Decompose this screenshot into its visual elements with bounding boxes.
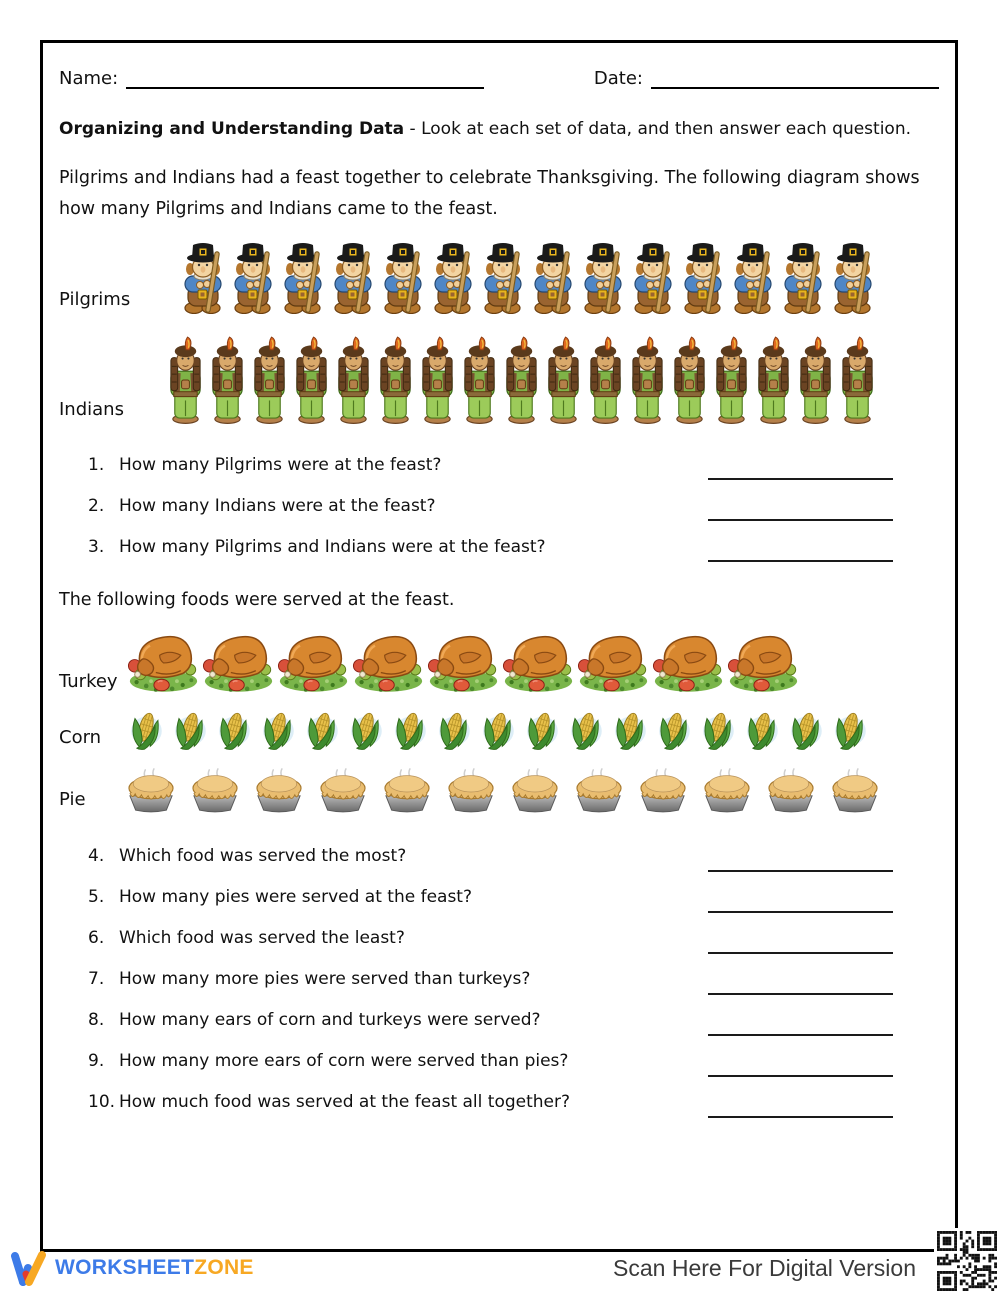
indians-row-label: Indians <box>59 399 124 421</box>
question-row <box>88 959 939 1000</box>
corn-row-label: Corn <box>59 726 102 748</box>
pilgrim-icon <box>830 242 876 314</box>
question-number: 1. <box>88 454 105 475</box>
corn-icon <box>345 708 386 752</box>
pictograph-row-indians <box>59 336 939 424</box>
turkey-icons <box>127 626 800 696</box>
pie-icon <box>441 768 501 814</box>
turkey-icon <box>202 626 275 696</box>
pie-icon <box>377 768 437 814</box>
question-text: How many more pies were served than turkeys? <box>119 969 531 990</box>
question-row <box>88 444 939 485</box>
question-text: How many ears of corn and turkeys were served? <box>119 1010 541 1031</box>
turkey-icon <box>277 626 350 696</box>
pilgrim-icon <box>230 242 276 314</box>
date-label: Date: <box>593 68 643 89</box>
indian-icon <box>628 336 667 424</box>
title-bold: Organizing and Understanding Data <box>59 119 405 139</box>
turkey-icon <box>727 626 800 696</box>
pilgrim-icon <box>480 242 526 314</box>
indian-icon <box>334 336 373 424</box>
answer-blank[interactable] <box>708 848 893 872</box>
turkey-icon <box>502 626 575 696</box>
intro-paragraph-1: Pilgrims and Indians had a feast together to celebrate Thanksgiving. The following diagram shows how many Pilgrims and Indians came to the feast. <box>59 168 920 219</box>
question-number: 8. <box>88 1010 105 1031</box>
pictograph-row-corn <box>59 708 939 752</box>
pie-icon <box>633 768 693 814</box>
question-row <box>88 877 939 918</box>
turkey-icon <box>577 626 650 696</box>
brand-word-worksheet: WORKSHEET <box>55 1256 195 1279</box>
indian-icon <box>376 336 415 424</box>
pilgrim-icon <box>780 242 826 314</box>
scan-here-text: Scan Here For Digital Version <box>613 1254 916 1281</box>
pie-icons <box>121 768 885 814</box>
corn-icons <box>125 708 870 752</box>
footer <box>0 1250 1000 1294</box>
pie-icon <box>697 768 757 814</box>
question-row <box>88 1041 939 1082</box>
corn-icon <box>389 708 430 752</box>
indian-icon <box>460 336 499 424</box>
corn-icon <box>213 708 254 752</box>
corn-icon <box>169 708 210 752</box>
question-number: 2. <box>88 495 105 516</box>
answer-blank[interactable] <box>708 889 893 913</box>
pie-row-label: Pie <box>59 788 86 810</box>
qr-code-pattern <box>937 1231 997 1291</box>
pie-icon <box>121 768 181 814</box>
indian-icon <box>754 336 793 424</box>
pictograph-row-turkey <box>59 626 939 696</box>
pictograph-row-pie <box>59 768 939 814</box>
corn-icon <box>829 708 870 752</box>
worksheet-border <box>40 40 958 1252</box>
indian-icon <box>670 336 709 424</box>
pilgrim-icon <box>580 242 626 314</box>
name-label: Name: <box>59 68 119 89</box>
question-row <box>88 1000 939 1041</box>
date-input-line[interactable] <box>651 67 939 89</box>
pilgrim-icon <box>430 242 476 314</box>
date-field <box>594 67 939 89</box>
indian-icon <box>712 336 751 424</box>
indian-icon <box>208 336 247 424</box>
answer-blank[interactable] <box>708 1053 893 1077</box>
answer-blank[interactable] <box>708 538 893 562</box>
questions-1-3 <box>88 444 939 567</box>
question-row <box>88 836 939 877</box>
questions-4-10 <box>88 836 939 1123</box>
answer-blank[interactable] <box>708 497 893 521</box>
question-number: 5. <box>88 887 105 908</box>
pilgrim-icon <box>380 242 426 314</box>
indian-icon <box>838 336 877 424</box>
corn-icon <box>697 708 738 752</box>
pie-icon <box>249 768 309 814</box>
question-text: Which food was served the most? <box>119 846 407 867</box>
question-text: Which food was served the least? <box>119 928 405 949</box>
pilgrim-icon <box>280 242 326 314</box>
question-number: 3. <box>88 536 105 557</box>
question-text: How many more ears of corn were served than pies? <box>119 1051 569 1072</box>
corn-icon <box>477 708 518 752</box>
pie-icon <box>825 768 885 814</box>
question-text: How many Pilgrims and Indians were at the feast? <box>119 536 546 557</box>
corn-icon <box>521 708 562 752</box>
answer-blank[interactable] <box>708 456 893 480</box>
turkey-icon <box>652 626 725 696</box>
corn-icon <box>785 708 826 752</box>
indian-icon <box>796 336 835 424</box>
turkey-row-label: Turkey <box>59 670 118 692</box>
indians-icons <box>166 336 877 424</box>
turkey-icon <box>127 626 200 696</box>
pie-icon <box>505 768 565 814</box>
worksheetzone-logo-icon <box>10 1250 48 1286</box>
header-row <box>59 67 939 89</box>
pilgrim-icon <box>330 242 376 314</box>
corn-icon <box>741 708 782 752</box>
question-number: 10. <box>88 1092 116 1113</box>
question-text: How many Pilgrims were at the feast? <box>119 454 442 475</box>
question-row <box>88 918 939 959</box>
intro-paragraph-2: The following foods were served at the feast. <box>59 590 455 611</box>
question-number: 6. <box>88 928 105 949</box>
answer-blank[interactable] <box>708 971 893 995</box>
qr-code <box>934 1228 1000 1294</box>
question-row <box>88 526 939 567</box>
indian-icon <box>544 336 583 424</box>
pilgrims-row-label: Pilgrims <box>59 289 131 311</box>
answer-blank[interactable] <box>708 930 893 954</box>
answer-blank[interactable] <box>708 1012 893 1036</box>
corn-icon <box>125 708 166 752</box>
corn-icon <box>565 708 606 752</box>
question-text: How much food was served at the feast all together? <box>119 1092 571 1113</box>
question-number: 9. <box>88 1051 105 1072</box>
brand-text <box>55 1256 254 1280</box>
question-number: 7. <box>88 969 105 990</box>
name-input-line[interactable] <box>126 67 484 89</box>
turkey-icon <box>427 626 500 696</box>
pie-icon <box>185 768 245 814</box>
corn-icon <box>257 708 298 752</box>
indian-icon <box>502 336 541 424</box>
pilgrim-icon <box>530 242 576 314</box>
indian-icon <box>250 336 289 424</box>
indian-icon <box>418 336 457 424</box>
turkey-icon <box>352 626 425 696</box>
question-row <box>88 485 939 526</box>
pilgrim-icon <box>730 242 776 314</box>
question-row <box>88 1082 939 1123</box>
pictograph-row-pilgrims <box>59 242 939 314</box>
indian-icon <box>586 336 625 424</box>
corn-icon <box>653 708 694 752</box>
pie-icon <box>761 768 821 814</box>
corn-icon <box>609 708 650 752</box>
pilgrims-icons <box>180 242 876 314</box>
worksheet-title <box>59 119 939 139</box>
question-text: How many Indians were at the feast? <box>119 495 436 516</box>
title-instructions: - Look at each set of data, and then answer each question. <box>404 119 912 139</box>
pilgrim-icon <box>180 242 226 314</box>
brand-word-zone: ZONE <box>194 1256 254 1279</box>
corn-icon <box>433 708 474 752</box>
pie-icon <box>313 768 373 814</box>
worksheetzone-logo <box>10 1250 254 1286</box>
indian-icon <box>166 336 205 424</box>
indian-icon <box>292 336 331 424</box>
question-text: How many pies were served at the feast? <box>119 887 472 908</box>
answer-blank[interactable] <box>708 1094 893 1118</box>
pie-icon <box>569 768 629 814</box>
question-number: 4. <box>88 846 105 867</box>
pilgrim-icon <box>680 242 726 314</box>
pilgrim-icon <box>630 242 676 314</box>
corn-icon <box>301 708 342 752</box>
